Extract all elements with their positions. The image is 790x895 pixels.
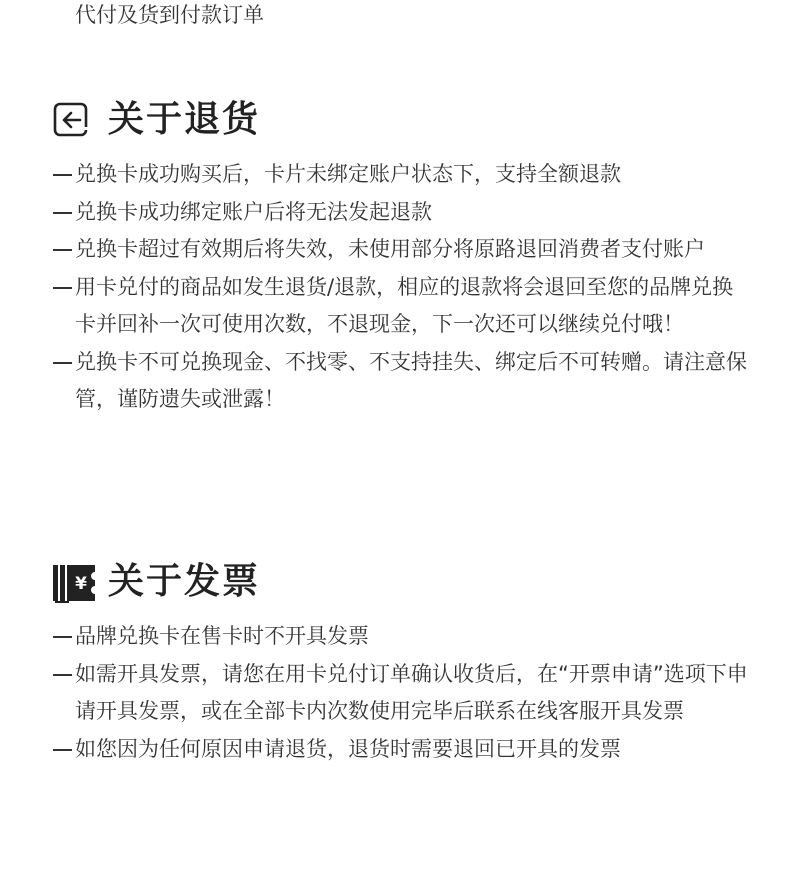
invoice-section	[52, 559, 752, 768]
invoice-section-title: 关于发票	[108, 561, 261, 602]
return-arrow-icon	[52, 101, 90, 139]
invoice-section-header	[52, 559, 752, 605]
invoice-item-text: 如您因为任何原因申请退货，退货时需要退回已开具的发票	[75, 736, 621, 761]
dash-bullet	[52, 269, 75, 344]
intro-text-tail: 代付及货到付款订单	[75, 3, 264, 27]
refund-item	[52, 194, 752, 232]
refund-section-header	[52, 97, 752, 143]
invoice-item	[52, 731, 752, 769]
refund-item	[52, 231, 752, 269]
refund-item-text: 用卡兑付的商品如发生退货/退款，相应的退款将会退回至您的品牌兑换卡并回补一次可使用次数，不退现金，下一次还可以继续兑付哦！	[75, 274, 734, 336]
dash-bullet	[52, 194, 75, 232]
yuan-glyph: ¥	[75, 574, 87, 594]
refund-item	[52, 344, 752, 419]
invoice-item	[52, 656, 752, 731]
dash-bullet	[52, 344, 75, 419]
refund-item-text: 兑换卡成功购买后，卡片未绑定账户状态下，支持全额退款	[75, 162, 621, 186]
dash-bullet	[52, 731, 75, 769]
refund-section	[52, 97, 752, 419]
invoice-item-text: 如需开具发票，请您在用卡兑付订单确认收货后，在“开票申请”选项下申请开具发票，或在全部卡内次数使用完毕后联系在线客服开具发票	[75, 661, 748, 723]
refund-item	[52, 156, 752, 194]
dash-bullet	[52, 156, 75, 194]
refund-item-text: 兑换卡超过有效期后将失效，未使用部分将原路退回消费者支付账户	[75, 237, 705, 261]
yuan-ticket-icon	[52, 563, 90, 601]
invoice-item-text: 品牌兑换卡在售卡时不开具发票	[75, 624, 369, 648]
refund-item	[52, 269, 752, 344]
refund-item-text: 兑换卡不可兑换现金、不找零、不支持挂失、绑定后不可转赠。请注意保管，谨防遗失或泄露！	[75, 349, 747, 411]
dash-bullet	[52, 618, 75, 656]
dash-bullet	[52, 656, 75, 731]
invoice-item	[52, 618, 752, 656]
dash-bullet	[52, 231, 75, 269]
refund-section-title: 关于退货	[108, 99, 261, 140]
refund-item-text: 兑换卡成功绑定账户后将无法发起退款	[75, 199, 432, 224]
